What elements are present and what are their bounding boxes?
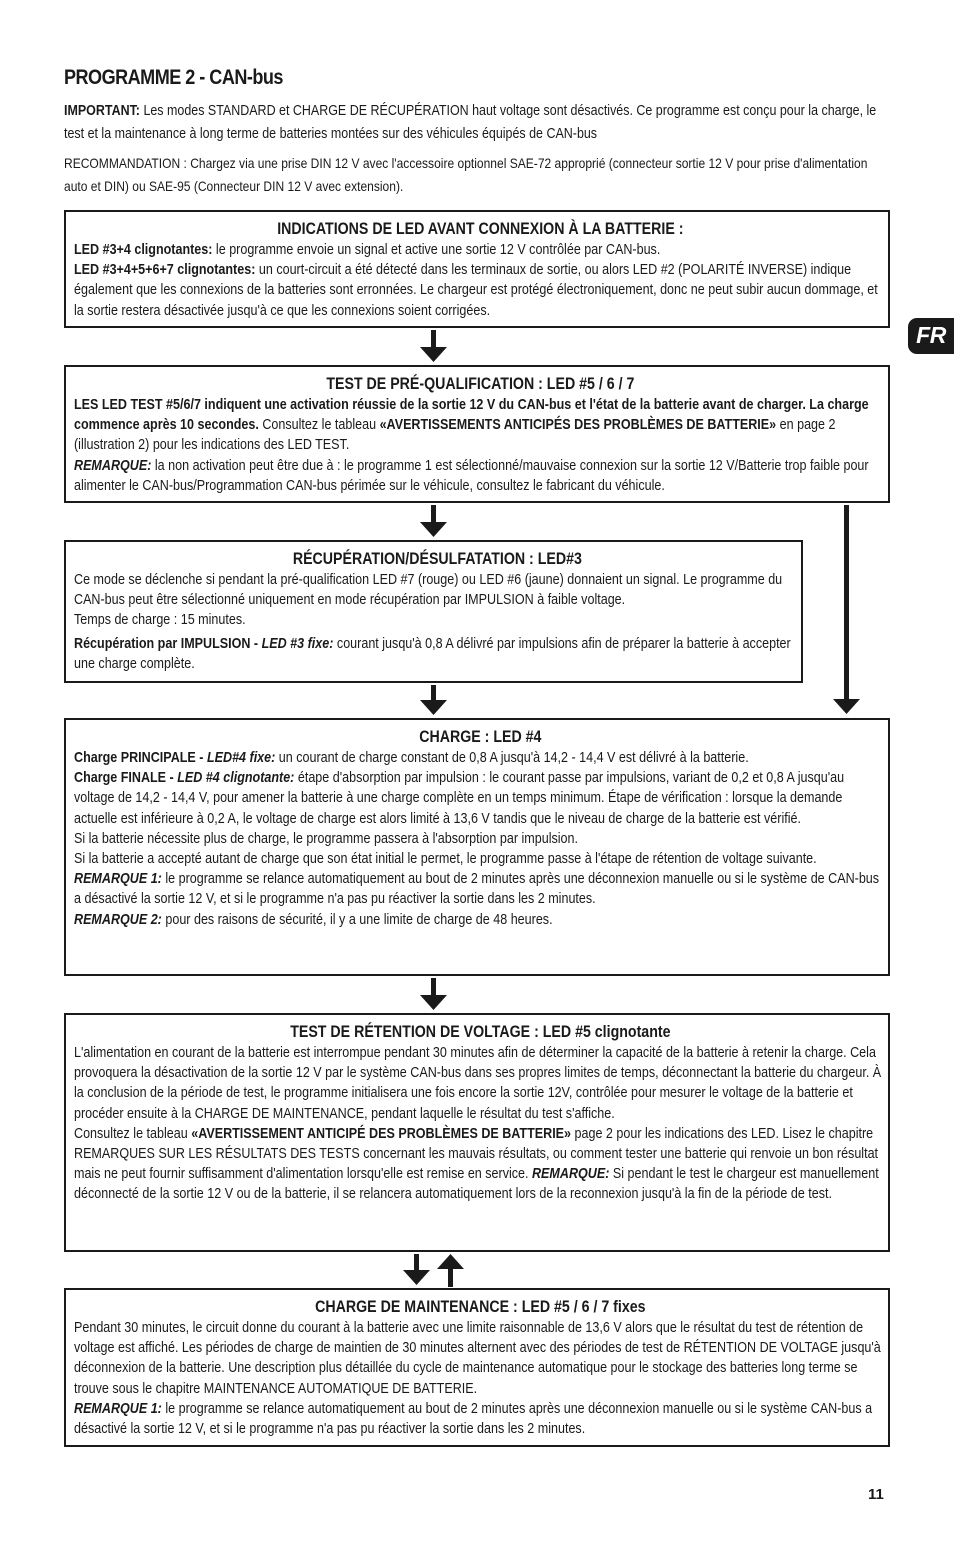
warning-table-ref: «AVERTISSEMENTS ANTICIPÉS DES PROBLÈMES DE BATTERIE» xyxy=(379,417,777,434)
main-led: LED#4 fixe: xyxy=(206,750,276,766)
charge-heading: CHARGE : LED #4 xyxy=(419,728,542,746)
language-tab-label: FR xyxy=(916,322,946,348)
arrow-down-icon xyxy=(403,1254,430,1285)
note-text: le programme se relance automatiquement au bout de 2 minutes après une déconnexion manuelle ou si le système de CAN-bus a désactivé la sortie 12 V, et si le programme n'a pas pu réactiver la sortie dans les 2 minutes. xyxy=(74,871,880,908)
prequalification-bold: LES LED TEST #5/6/7 indiquent une activation réussie de la sortie 12 V du CAN-bus et l'état de la batterie avant de charger. La charge commence après 10 secondes. xyxy=(74,397,869,434)
voltage-retention-heading: TEST DE RÉTENTION DE VOLTAGE : LED #5 clignotante xyxy=(290,1023,671,1041)
note-text: pour des raisons de sécurité, il y a une limite de charge de 48 heures. xyxy=(161,911,553,928)
pulse-text: courant jusqu'à 0,8 A délivré par impulsions afin de préparer la batterie à accepter une charge complète. xyxy=(74,635,791,672)
note-text: la non activation peut être due à : le programme 1 est sélectionné/mauvaise connexion sur la sortie 12 V/Batterie trop faible pour alimenter le CAN-bus/Programmation CAN-bus périmée sur le véhicule, consultez le fabricant du véhicule. xyxy=(74,457,869,494)
maintenance-text: Pendant 30 minutes, le circuit donne du courant à la batterie avec une limite raisonnable de 13,6 V alors que le résultat du test de rétention de voltage est affiché. Les périodes de charge de maintien de 30 minutes alternent avec des périodes de test de RÉTENTION DE VOLTAGE jusqu'à déconnexion de la batterie. Une description plus détaillée du cycle de maintenance automatique pour le stockage des batteries long terme se trouve sous le chapitre MAINTENANCE AUTOMATIQUE DE BATTERIE. xyxy=(74,1320,881,1397)
recovery-heading: RÉCUPÉRATION/DÉSULFATATION : LED#3 xyxy=(292,550,582,568)
charge-more: Si la batterie nécessite plus de charge, le programme passera à l'absorption par impulsion. xyxy=(74,830,579,847)
led-text: un court-circuit a été détecté dans les terminaux de sortie, ou alors LED #2 (POLARITÉ INVERSE) indique également que les connexions de la batteries sont erronnées. Le chargeur est protégé électroniquement, donc ne peut subir aucun dommage, et la sortie restera désactivée jusqu'à ce que les connexions soient corrigées. xyxy=(74,262,878,319)
note-text: Si pendant le test le chargeur est manuellement déconnecté de la sortie 12 V ou de la batterie, il se relancera automatiquement lors de la reconnexion jusqu'à la fin de la période de test. xyxy=(74,1166,879,1203)
arrow-down-icon xyxy=(420,978,447,1010)
consult-tail: page 2 pour les indications des LED. Lisez le chapitre REMARQUES SUR LES RÉSULTATS DES TESTS concernant les mauvais résultats, ou comment tester une batterie qui renvoie un bon résultat mais ne peut fournir suffisamment d'alimentation lorsqu'elle est remise en service. xyxy=(74,1125,879,1183)
prequalification-heading: TEST DE PRÉ-QUALIFICATION : LED #5 / 6 / 7 xyxy=(326,375,635,393)
note-label: REMARQUE 2: xyxy=(74,911,162,928)
note-label: REMARQUE 1: xyxy=(74,1400,162,1417)
important-text: Les modes STANDARD et CHARGE DE RÉCUPÉRATION haut voltage sont désactivés. Ce programme est conçu pour la charge, le test et la maintenance à long terme de batteries montées sur des véhicules équipés de CAN-bus xyxy=(64,103,877,142)
warning-table-ref: «AVERTISSEMENT ANTICIPÉ DES PROBLÈMES DE BATTERIE» xyxy=(191,1125,572,1142)
prequalification-body: Consultez le tableau xyxy=(258,417,380,434)
recovery-text: Ce mode se déclenche si pendant la pré-qualification LED #7 (rouge) ou LED #6 (jaune) donnaient un signal. Le programme du CAN-bus peut être sélectionné uniquement en mode récupération par IMPULSION à faible voltage. xyxy=(74,572,783,609)
prequalification-tail: en page 2 (illustration 2) pour les indications des LED TEST. xyxy=(74,417,836,454)
arrow-down-icon xyxy=(420,685,447,715)
final-led: LED #4 clignotante: xyxy=(177,770,295,787)
final-text: étape d'absorption par impulsion : le courant passe par impulsions, variant de 0,2 et 0,8 A jusqu'au voltage de 14,2 - 14,4 V, pour amener la batterie à une charge complète en un temps minimum. Étape de vérification : lorsque la demande actuelle est inférieure à 0,2 A, le voltage de charge est alors limité à 13,6 V tandis que le niveau de charge de la batterie est vérifié. xyxy=(74,770,845,827)
led-label: LED #3+4 clignotantes: xyxy=(74,242,213,258)
final-label: Charge FINALE - xyxy=(74,770,178,787)
recommendation-paragraph: RECOMMANDATION : Chargez via une prise DIN 12 V avec l'accessoire optionnel SAE-72 approprié (connecteur sortie 12 V pour prise d'alimentation auto et DIN) ou SAE-95 (Connecteur DIN 12 V avec extension). xyxy=(64,155,868,194)
note-text: le programme se relance automatiquement au bout de 2 minutes après une déconnexion manuelle ou si le système CAN-bus a désactivé la sortie 12 V, et si le programme n'a pas pu réactiver la sortie dans les 2 minutes. xyxy=(74,1400,873,1438)
page-number: 11 xyxy=(868,1486,884,1503)
page-title: PROGRAMME 2 - CAN-bus xyxy=(64,66,283,89)
recovery-time: Temps de charge : 15 minutes. xyxy=(74,612,246,629)
maintenance-heading: CHARGE DE MAINTENANCE : LED #5 / 6 / 7 fixes xyxy=(315,1298,646,1316)
charge-accepted: Si la batterie a accepté autant de charge que son état initial le permet, le programme passe à l'étape de rétention de voltage suivante. xyxy=(74,851,817,868)
main-label: Charge PRINCIPALE - xyxy=(74,750,207,766)
skip-arrow-down-icon xyxy=(833,505,860,714)
main-text: un courant de charge constant de 0,8 A jusqu'à 14,2 - 14,4 V est délivré à la batterie. xyxy=(275,750,749,766)
note-label: REMARQUE: xyxy=(531,1166,610,1183)
arrow-up-icon xyxy=(437,1254,464,1287)
important-label: IMPORTANT: xyxy=(64,103,140,119)
pulse-label: Récupération par IMPULSION - xyxy=(74,635,262,652)
language-tab xyxy=(908,318,954,354)
note-label: REMARQUE: xyxy=(74,457,152,474)
led-indications-heading: INDICATIONS DE LED AVANT CONNEXION À LA BATTERIE : xyxy=(277,220,684,238)
arrow-down-icon xyxy=(420,505,447,537)
led-text: le programme envoie un signal et active une sortie 12 V contrôlée par CAN-bus. xyxy=(212,242,661,258)
arrow-down-icon xyxy=(420,330,447,362)
consult-text: Consultez le tableau xyxy=(74,1125,192,1142)
led-label: LED #3+4+5+6+7 clignotantes: xyxy=(74,262,256,279)
retention-text: L'alimentation en courant de la batterie est interrompue pendant 30 minutes afin de déterminer la capacité de la batterie à retenir la charge. Cela provoquera la désactivation de la sortie 12 V par le système CAN-bus dans ses propres limites de temps, déconnectant la batterie du chargeur. À la conclusion de la période de test, le programme initialisera une fois encore la sortie 12V, contrôlée pour mesurer le voltage de la batterie et procéder ensuite à la CHARGE DE MAINTENANCE, pendant laquelle le résultat du test s'affiche. xyxy=(74,1045,882,1122)
pulse-led: LED #3 fixe: xyxy=(261,635,334,652)
note-label: REMARQUE 1: xyxy=(74,871,162,888)
